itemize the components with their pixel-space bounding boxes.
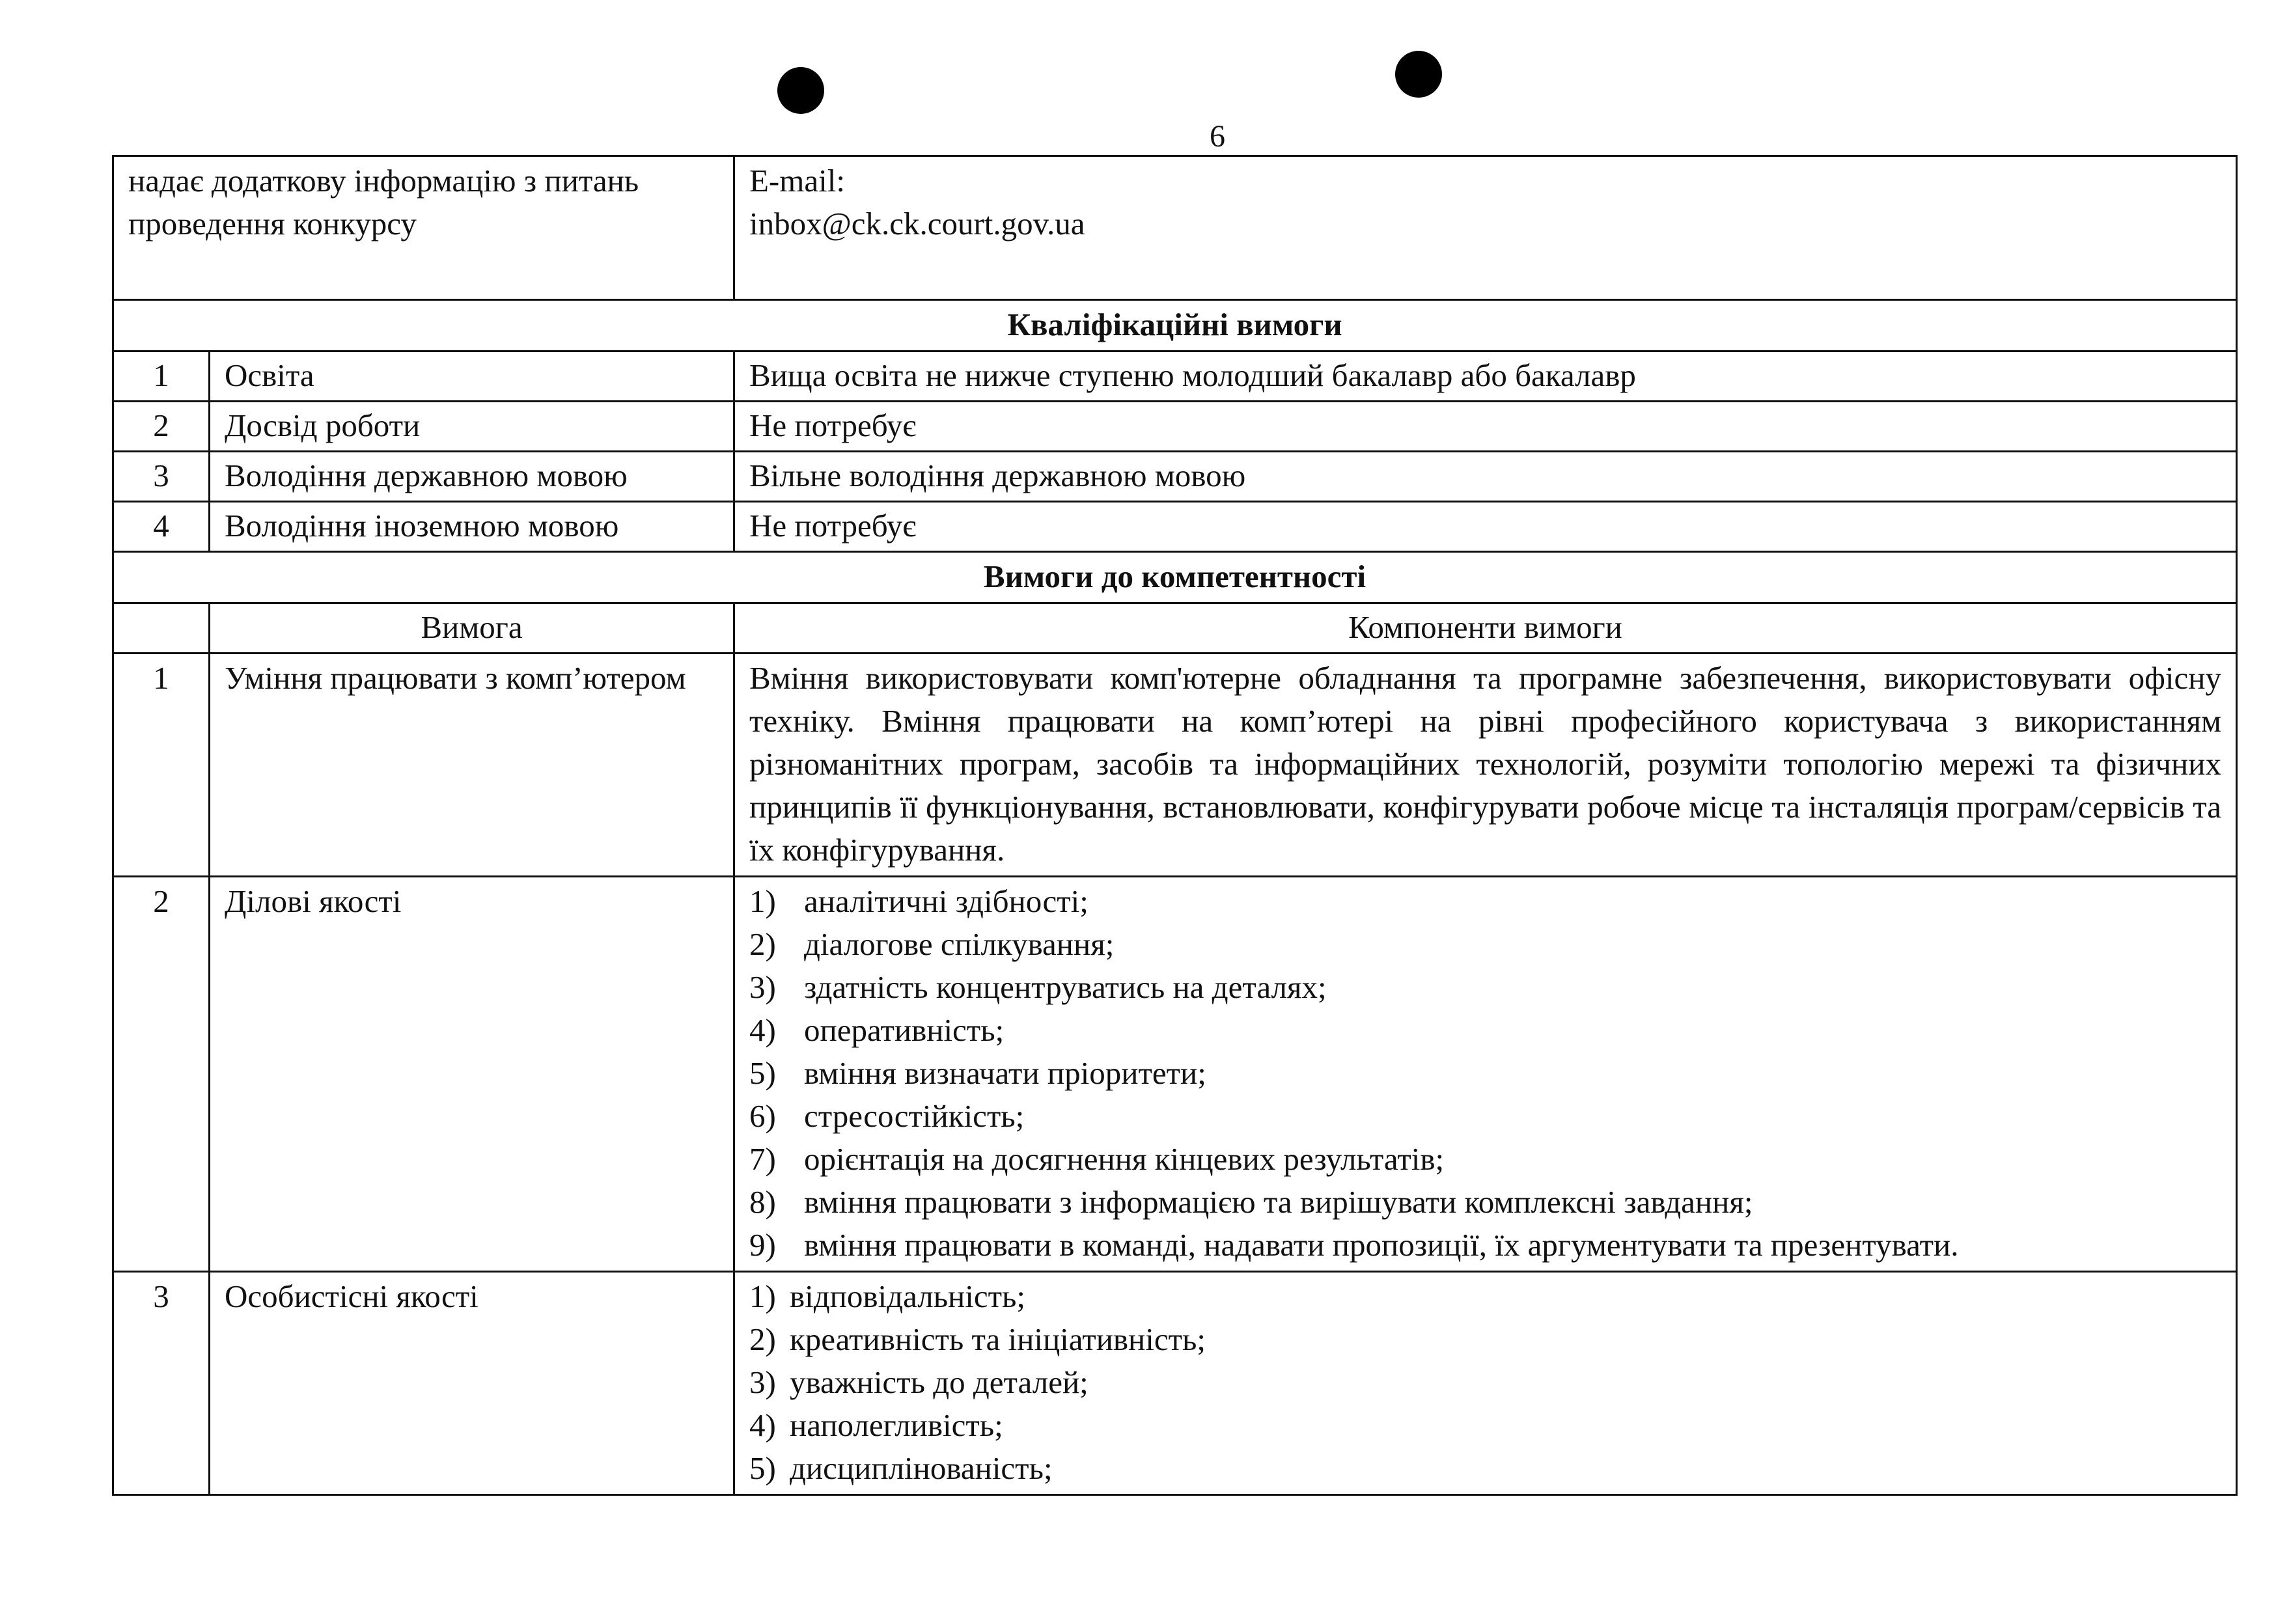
requirement-name: Уміння працювати з комп’ютером [210, 654, 734, 877]
row-number: 2 [113, 402, 210, 452]
list-item: 4) оперативність; [749, 1012, 1005, 1048]
requirement-value: Не потребує [734, 502, 2237, 552]
table-row [113, 654, 2237, 877]
requirement-name: Освіта [210, 351, 734, 402]
table-row [113, 877, 2237, 1272]
row-number: 3 [113, 1272, 210, 1495]
competence-header-row [113, 603, 2237, 654]
qualification-title-row [113, 300, 2237, 351]
contact-row [113, 156, 2237, 300]
requirement-name: Володіння державною мовою [210, 452, 734, 502]
punch-hole-right [1395, 51, 1442, 98]
row-number: 3 [113, 452, 210, 502]
page-number: 6 [1210, 119, 1225, 154]
requirements-table [112, 155, 2238, 1496]
competence-title: Вимоги до компетентності [113, 552, 2237, 603]
row-number: 1 [113, 654, 210, 877]
personal-qualities-list [734, 1272, 2237, 1495]
list-item: 4) наполегливість; [749, 1407, 1003, 1443]
requirement-name: Досвід роботи [210, 402, 734, 452]
header-empty-cell [113, 603, 210, 654]
list-item: 5) дисциплінованість; [749, 1450, 1053, 1486]
list-item: 6) стресостійкість; [749, 1098, 1025, 1134]
list-item: 3) уважність до деталей; [749, 1364, 1089, 1400]
list-item: 9) вміння працювати в команді, надавати пропозиції, їх аргументувати та презентувати. [749, 1227, 1959, 1263]
header-components: Компоненти вимоги [734, 603, 2237, 654]
table-row [113, 502, 2237, 552]
contact-email-cell [734, 156, 2237, 300]
list-item: 2) діалогове спілкування; [749, 926, 1115, 962]
business-qualities-list [734, 877, 2237, 1272]
table-row [113, 351, 2237, 402]
requirement-value: Вища освіта не нижче ступеню молодший бакалавр або бакалавр [734, 351, 2237, 402]
requirement-name: Особистісні якості [210, 1272, 734, 1495]
row-number: 1 [113, 351, 210, 402]
list-item: 1) відповідальність; [749, 1278, 1026, 1314]
qualification-title: Кваліфікаційні вимоги [113, 300, 2237, 351]
requirement-value: Вільне володіння державною мовою [734, 452, 2237, 502]
requirement-name: Володіння іноземною мовою [210, 502, 734, 552]
row-number: 4 [113, 502, 210, 552]
email-address[interactable]: inbox@ck.ck.court.gov.ua [749, 206, 1085, 241]
requirement-components-text: Вміння використовувати комп'ютерне обладнання та програмне забезпечення, використовувати офісну техніку. Вміння працювати на комп’ютері на рівні професійного користувача з використанням різноманітних програм, засобів та інформаційних технологій, розуміти топологію мережі та фізичних принципів її функціонування, встановлювати, конфігурувати робоче місце та інсталяція програм/сервісів та їх конфігурування. [734, 654, 2237, 877]
list-item: 1) аналітичні здібності; [749, 883, 1089, 919]
punch-hole-left [777, 67, 824, 114]
table-row [113, 402, 2237, 452]
competence-title-row [113, 552, 2237, 603]
table-row [113, 1272, 2237, 1495]
table-row [113, 452, 2237, 502]
contact-label: надає додаткову інформацію з питань проведення конкурсу [113, 156, 734, 300]
requirement-name: Ділові якості [210, 877, 734, 1272]
requirement-value: Не потребує [734, 402, 2237, 452]
list-item: 5) вміння визначати пріоритети; [749, 1055, 1206, 1091]
email-label: E-mail: [749, 163, 845, 199]
list-item: 2) креативність та ініціативність; [749, 1321, 1206, 1357]
list-item: 8) вміння працювати з інформацією та вирішувати комплексні завдання; [749, 1184, 1753, 1220]
list-item: 3) здатність концентруватись на деталях; [749, 969, 1327, 1005]
row-number: 2 [113, 877, 210, 1272]
list-item: 7) орієнтація на досягнення кінцевих результатів; [749, 1141, 1445, 1177]
header-requirement: Вимога [210, 603, 734, 654]
